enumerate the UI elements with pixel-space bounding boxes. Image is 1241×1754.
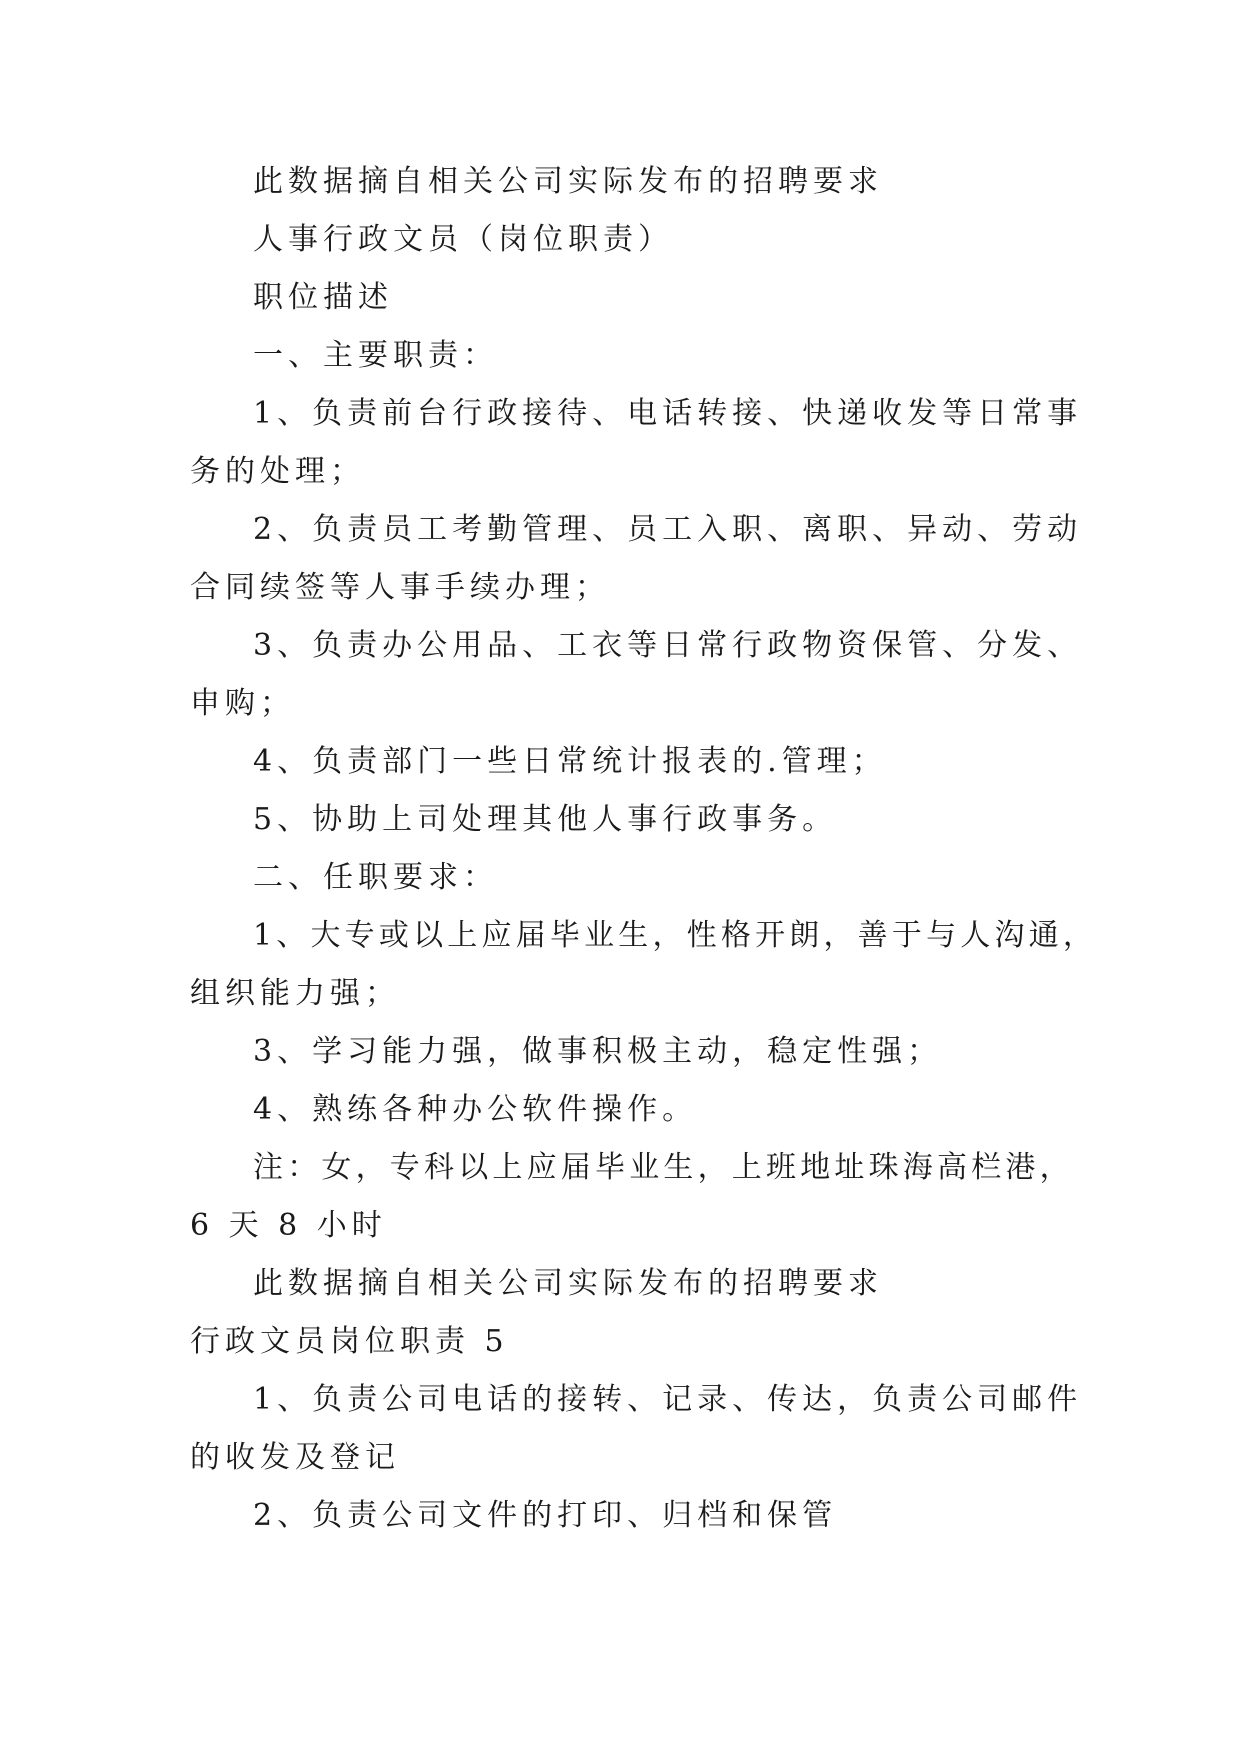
note-line: 注：女，专科以上应届毕业生，上班地址珠海高栏港， — [253, 1150, 1074, 1185]
subsection-heading: 一、主要职责： — [253, 338, 498, 373]
paragraph-line: 4、负责部门一些日常统计报表的.管理； — [253, 744, 887, 779]
source-note: 此数据摘自相关公司实际发布的招聘要求 — [253, 1266, 883, 1301]
job-title: 人事行政文员（岗位职责） — [253, 222, 673, 257]
paragraph-line: 2、负责员工考勤管理、员工入职、离职、异动、劳动 — [253, 512, 1083, 547]
paragraph-line: 2、负责公司文件的打印、归档和保管 — [253, 1498, 838, 1533]
paragraph-line: 1、负责公司电话的接转、记录、传达，负责公司邮件 — [253, 1382, 1083, 1417]
paragraph-line: 的收发及登记 — [190, 1440, 400, 1475]
subsection-heading: 二、任职要求： — [253, 860, 498, 895]
paragraph-line: 1、负责前台行政接待、电话转接、快递收发等日常事 — [253, 396, 1083, 431]
source-note: 此数据摘自相关公司实际发布的招聘要求 — [253, 164, 883, 199]
paragraph-line: 5、协助上司处理其他人事行政事务。 — [253, 802, 838, 837]
note-line: 6 天 8 小时 — [190, 1208, 387, 1243]
paragraph-line: 3、学习能力强，做事积极主动，稳定性强； — [253, 1034, 943, 1069]
section-heading: 职位描述 — [253, 280, 393, 315]
paragraph-line: 3、负责办公用品、工衣等日常行政物资保管、分发、 — [253, 628, 1083, 663]
paragraph-line: 1、大专或以上应届毕业生，性格开朗，善于与人沟通， — [253, 918, 1098, 953]
paragraph-line: 组织能力强； — [190, 976, 400, 1011]
job-title: 行政文员岗位职责 5 — [190, 1324, 509, 1359]
paragraph-line: 4、熟练各种办公软件操作。 — [253, 1092, 698, 1127]
paragraph-line: 合同续签等人事手续办理； — [190, 570, 610, 605]
paragraph-line: 申购； — [190, 686, 295, 721]
paragraph-line: 务的处理； — [190, 454, 365, 489]
